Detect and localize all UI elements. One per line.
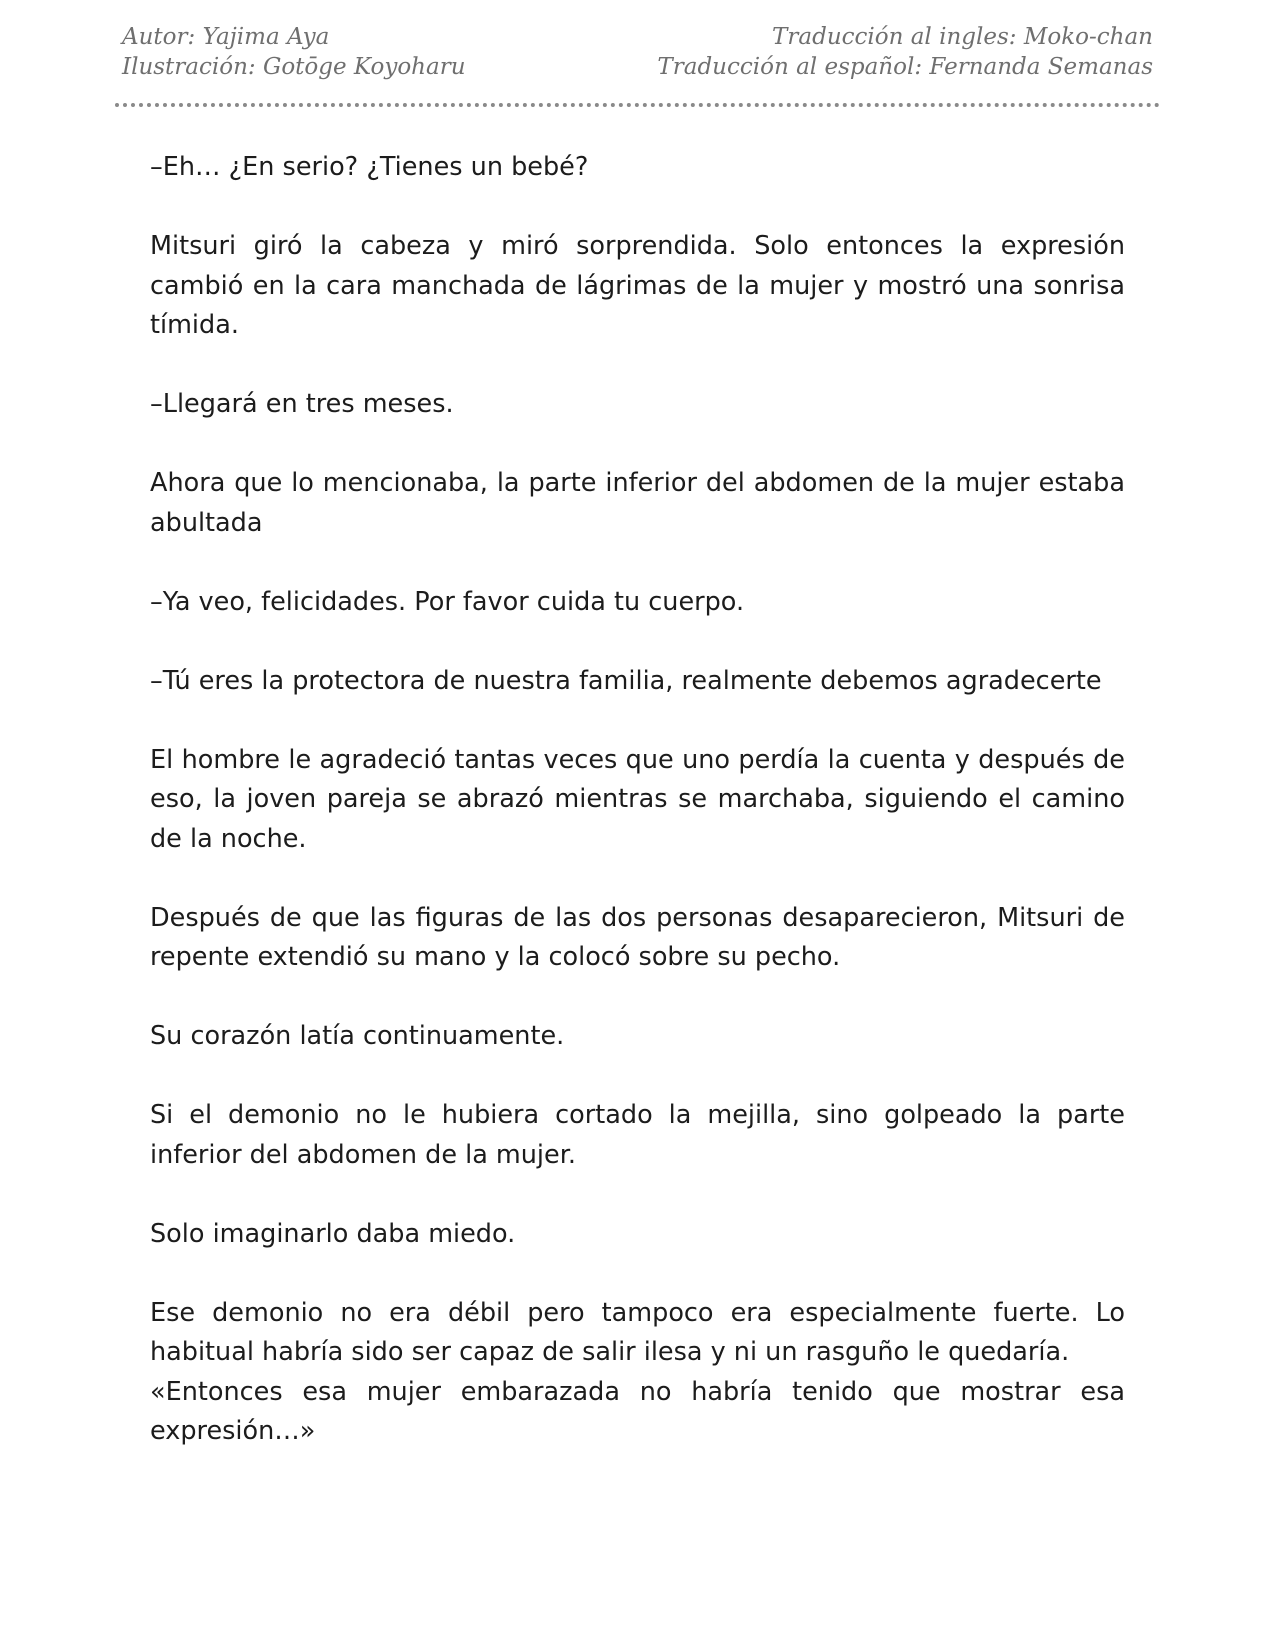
dotted-divider [115, 103, 1160, 107]
paragraph: –Ya veo, felicidades. Por favor cuida tu cuerpo. [150, 586, 745, 617]
spanish-translation-credit: Traducción al español: Fernanda Semanas [657, 54, 1153, 80]
paragraph: –Eh… ¿En serio? ¿Tienes un bebé? [150, 152, 589, 182]
author-credit: Autor: Yajima Aya [122, 24, 330, 50]
paragraph: El hombre le agradeció tantas veces que uno perdía la cuenta y después de eso, la joven pareja se abrazó mientras se marchaba, siguiendo el camino de la noche. [150, 744, 1125, 854]
paragraph: –Tú eres la protectora de nuestra familia, realmente debemos agradecerte [150, 665, 1102, 696]
paragraph: Si el demonio no le hubiera cortado la mejilla, sino golpeado la parte inferior del abdomen de la mujer. [150, 1100, 1125, 1170]
paragraph: Ahora que lo mencionaba, la parte inferior del abdomen de la mujer estaba abultada [150, 468, 1125, 538]
paragraph: Después de que las figuras de las dos personas desaparecieron, Mitsuri de repente extendió su mano y la colocó sobre su pecho. [150, 902, 1125, 972]
illustration-credit: Ilustración: Gotōge Koyoharu [122, 54, 466, 80]
paragraph: «Entonces esa mujer embarazada no habría tenido que mostrar esa expresión…» [150, 1376, 1125, 1446]
paragraph: Ese demonio no era débil pero tampoco era especialmente fuerte. Lo habitual habría sido ser capaz de salir ilesa y ni un rasguño le quedaría. [150, 1297, 1125, 1367]
document-body [150, 148, 1125, 1491]
paragraph: –Llegará en tres meses. [150, 389, 454, 419]
header-credits-left [122, 22, 466, 82]
paragraph: Mitsuri giró la cabeza y miró sorprendida. Solo entonces la expresión cambió en la cara manchada de lágrimas de la mujer y mostró una sonrisa tímida. [150, 231, 1125, 340]
header-credits-right [657, 22, 1153, 82]
paragraph: Solo imaginarlo daba miedo. [150, 1218, 516, 1249]
english-translation-credit: Traducción al ingles: Moko-chan [772, 24, 1153, 50]
page-header [122, 22, 1153, 82]
paragraph: Su corazón latía continuamente. [150, 1021, 565, 1051]
